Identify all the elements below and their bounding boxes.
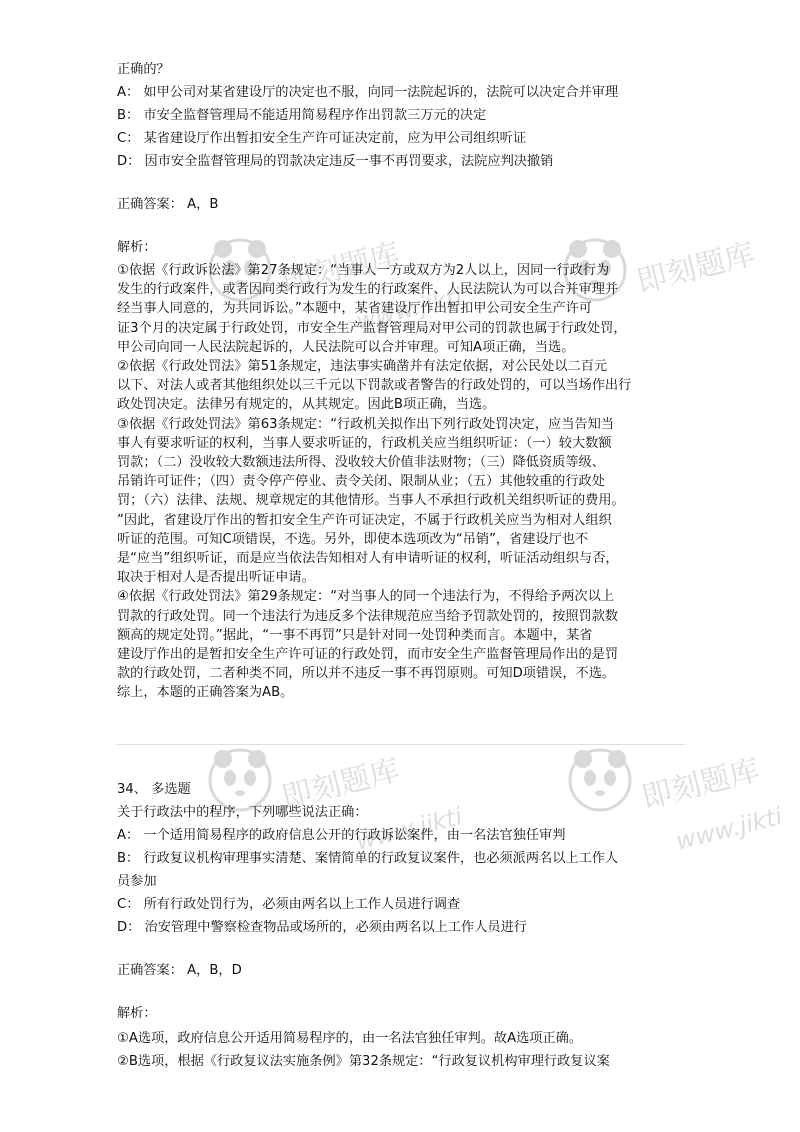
correct-answer: 正确答案： A，B <box>117 197 219 212</box>
option-a: A： 一个适用简易程序的政府信息公开的行政诉讼案件，由一名法官独任审判 <box>117 828 566 843</box>
analysis-line: ①依据《行政诉讼法》第27条规定：“当事人一方或双方为2人以上，因同一行政行为 <box>117 263 610 278</box>
analysis-line: 政处罚决定。法律另有规定的，从其规定。因此B项正确，当选。 <box>117 397 496 413</box>
analysis-line: 证3个月的决定属于行政处罚，市安全生产监督管理局对甲公司的罚款也属于行政处罚， <box>117 320 627 336</box>
analysis-line: 综上，本题的正确答案为AB。 <box>117 685 294 701</box>
watermark-brand: 即刻题库 <box>633 236 759 300</box>
option-c: C： 所有行政处罚行为，必须由两名以上工作人员进行调查 <box>117 897 461 912</box>
correct-answer: 正确答案： A，B，D <box>117 963 242 978</box>
analysis-body <box>117 261 687 703</box>
analysis-line: ②B选项，根据《行政复议法实施条例》第32条规定：“行政复议机构审理行政复议案 <box>117 1054 610 1069</box>
analysis-line: ③依据《行政处罚法》第63条规定：“行政机关拟作出下列行政处罚决定，应当告知当 <box>117 416 614 432</box>
analysis-line: 款的行政处罚，二者种类不同，所以并不违反一事不再罚原则。可知D项错误，不选。 <box>117 666 616 682</box>
analysis-line: 经当事人同意的，为共同诉讼。”本题中，某省建设厅作出暂扣甲公司安全生产许可 <box>117 301 592 317</box>
watermark-brand: 即刻题库 <box>278 236 404 300</box>
watermark-brand: 即刻题库 <box>278 752 404 816</box>
question-stem: 关于行政法中的程序，下列哪些说法正确： <box>117 805 368 820</box>
option-b-cont: 员参加 <box>117 874 157 889</box>
analysis-line: 罚款的行政处罚。同一个违法行为违反多个法律规范应当给予罚款处罚的，按照罚款数 <box>117 608 619 624</box>
question-divider <box>117 744 685 745</box>
analysis-line: 以下、对法人或者其他组织处以三千元以下罚款或者警告的行政处罚的，可以当场作出行 <box>117 378 632 394</box>
analysis-line: 吊销许可证件；（四）责令停产停业、责令关闭、限制从业；（五）其他较重的行政处 <box>117 474 605 490</box>
analysis-label: 解析： <box>117 240 157 255</box>
analysis-label: 解析： <box>117 1006 157 1021</box>
analysis-line: 罚款；（二）没收较大数额违法所得、没收较大价值非法财物；（三）降低资质等级、 <box>117 455 605 471</box>
analysis-line: 罚；（六）法律、法规、规章规定的其他情形。当事人不承担行政机关组织听证的费用。 <box>117 493 625 509</box>
option-d: D： 治安管理中警察检查物品或场所的，必须由两名以上工作人员进行 <box>117 920 527 935</box>
option-b: B： 市安全监督管理局不能适用简易程序作出罚款三万元的决定 <box>117 108 487 123</box>
question-33-block <box>117 58 687 703</box>
option-a: A： 如甲公司对某省建设厅的决定也不服，向同一法院起诉的，法院可以决定合并审理 <box>117 85 619 100</box>
analysis-line: 额高的规定处罚。”据此，“一事不再罚”只是针对同一处罚种类而言。本题中，某省 <box>117 627 593 643</box>
question-34-block <box>117 778 687 1073</box>
analysis-line: 发生的行政案件，或者因同类行政行为发生的行政案件、人民法院认为可以合并审理并 <box>117 282 619 298</box>
analysis-line: ①A选项，政府信息公开适用简易程序的，由一名法官独任审判。故A选项正确。 <box>117 1031 583 1046</box>
analysis-line: 事人有要求听证的权利，当事人要求听证的，行政机关应当组织听证：（一）较大数额 <box>117 435 612 451</box>
watermark-url: www.jikti <box>353 802 466 856</box>
analysis-line: 建设厅作出的是暂扣安全生产许可证的行政处罚，而市安全生产监督管理局作出的是罚 <box>117 647 619 663</box>
analysis-line: ④依据《行政处罚法》第29条规定：“对当事人的同一个违法行为，不得给予两次以上 <box>117 589 614 605</box>
option-d: D： 因市安全监督管理局的罚款决定违反一事不再罚要求，法院应判决撤销 <box>117 154 554 169</box>
option-c: C： 某省建设厅作出暂扣安全生产许可证决定前，应为甲公司组织听证 <box>117 131 527 146</box>
analysis-line: 取决于相对人是否提出听证申请。 <box>117 570 315 586</box>
option-b: B： 行政复议机构审理事实清楚、案情简单的行政复议案件，也必须派两名以上工作人 <box>117 851 619 866</box>
watermark-url: www.jikti <box>353 282 466 336</box>
watermark-brand: 即刻题库 <box>638 752 764 816</box>
analysis-line: 是“应当”组织听证，而是应当依法告知相对人有申请听证的权利，听证活动组织与否， <box>117 551 619 567</box>
analysis-line: ②依据《行政处罚法》第51条规定，违法事实确凿并有法定依据，对公民处以二百元 <box>117 359 608 375</box>
question-header: 34、 多选题 <box>117 782 191 797</box>
question-stem-end: 正确的？ <box>117 62 170 77</box>
analysis-line: ”因此，省建设厅作出的暂扣安全生产许可证决定，不属于行政机关应当为相对人组织 <box>117 512 612 528</box>
analysis-line: 听证的范围。可知C项错误，不选。另外，即使本选项改为“吊销”，省建设厅也不 <box>117 531 589 547</box>
watermark-url: www.jikti <box>673 802 786 856</box>
analysis-line: 甲公司向同一人民法院起诉的，人民法院可以合并审理。可知A项正确，当选。 <box>117 339 575 355</box>
